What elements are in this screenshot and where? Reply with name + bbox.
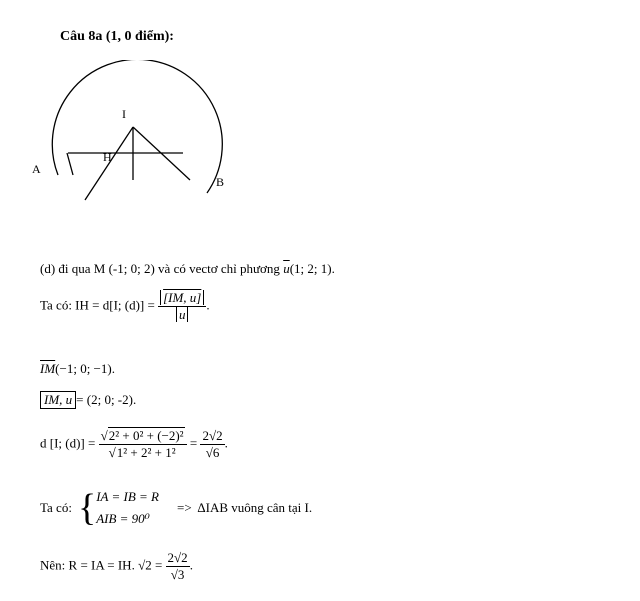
distance-denominator: 1² + 2² + 1² [116,445,176,460]
distance-result-num: 2√2 [202,428,223,443]
line-d-direction: (1; 2; 1). [289,261,335,276]
circle-arc [52,60,225,193]
distance-equals: = [186,435,201,451]
distance-numerator: 2² + 0² + (−2)² [108,428,184,443]
radius-prefix: Nên: R = IA = IH. √2 = [40,557,166,573]
distance-formula [40,428,228,461]
geometry-figure [0,60,260,260]
vector-im-value: (−1; 0; −1). [55,361,115,376]
ih-numerator: [IM, u] [160,290,204,305]
radius-fraction [166,550,190,583]
ih-prefix: Ta có: IH = d[I; (d)] = [40,297,159,313]
label-i: I [122,107,126,121]
system-conclusion: ∆IAB vuông cân tại I. [197,500,313,515]
vector-u: $\overline{u}$ [283,261,290,276]
cross-product-expr: IM, u [40,391,76,409]
ih-formula [40,290,210,323]
label-a: A [32,162,41,176]
ih-fraction [158,290,206,323]
vector-im: $\overline{IM}$ [40,361,56,376]
line-d-description [40,261,335,277]
distance-suffix: . [224,435,228,451]
system-row-1: IA = IB = R [96,489,159,504]
label-b: B [216,175,225,189]
cross-product-value: = (2; 0; -2). [76,392,137,407]
problem-heading: Câu 8a (1, 0 điểm): [60,29,174,44]
radius-numerator: 2√2 [167,550,188,565]
distance-prefix: d [I; (d)] = [40,435,99,451]
system-line [40,486,312,530]
system-prefix: Ta có: [40,500,72,515]
system-brace: { [77,487,97,529]
ih-denominator: u [176,307,189,322]
system-rows [96,486,159,530]
distance-result-den: √6 [205,445,220,460]
segment-left [67,153,73,175]
cross-product-line [40,391,136,409]
radius-result [40,550,193,583]
label-h: H [103,150,112,164]
system-arrow: => [176,500,192,515]
system-row-2: AIB = 90⁰ [96,511,150,526]
radius-suffix: . [189,557,193,573]
vector-im-line [40,361,115,377]
distance-fraction: $\frac{\text{√2² + 0² + (−2)²}}{\text{√1² + 2² + 1²}}$ [99,428,187,461]
line-d-text: (d) đi qua M (-1; 0; 2) và có vectơ chỉ phương [40,261,284,276]
distance-result-fraction [200,428,224,461]
radius-denominator: √3 [170,567,185,582]
ih-suffix: . [206,297,210,313]
